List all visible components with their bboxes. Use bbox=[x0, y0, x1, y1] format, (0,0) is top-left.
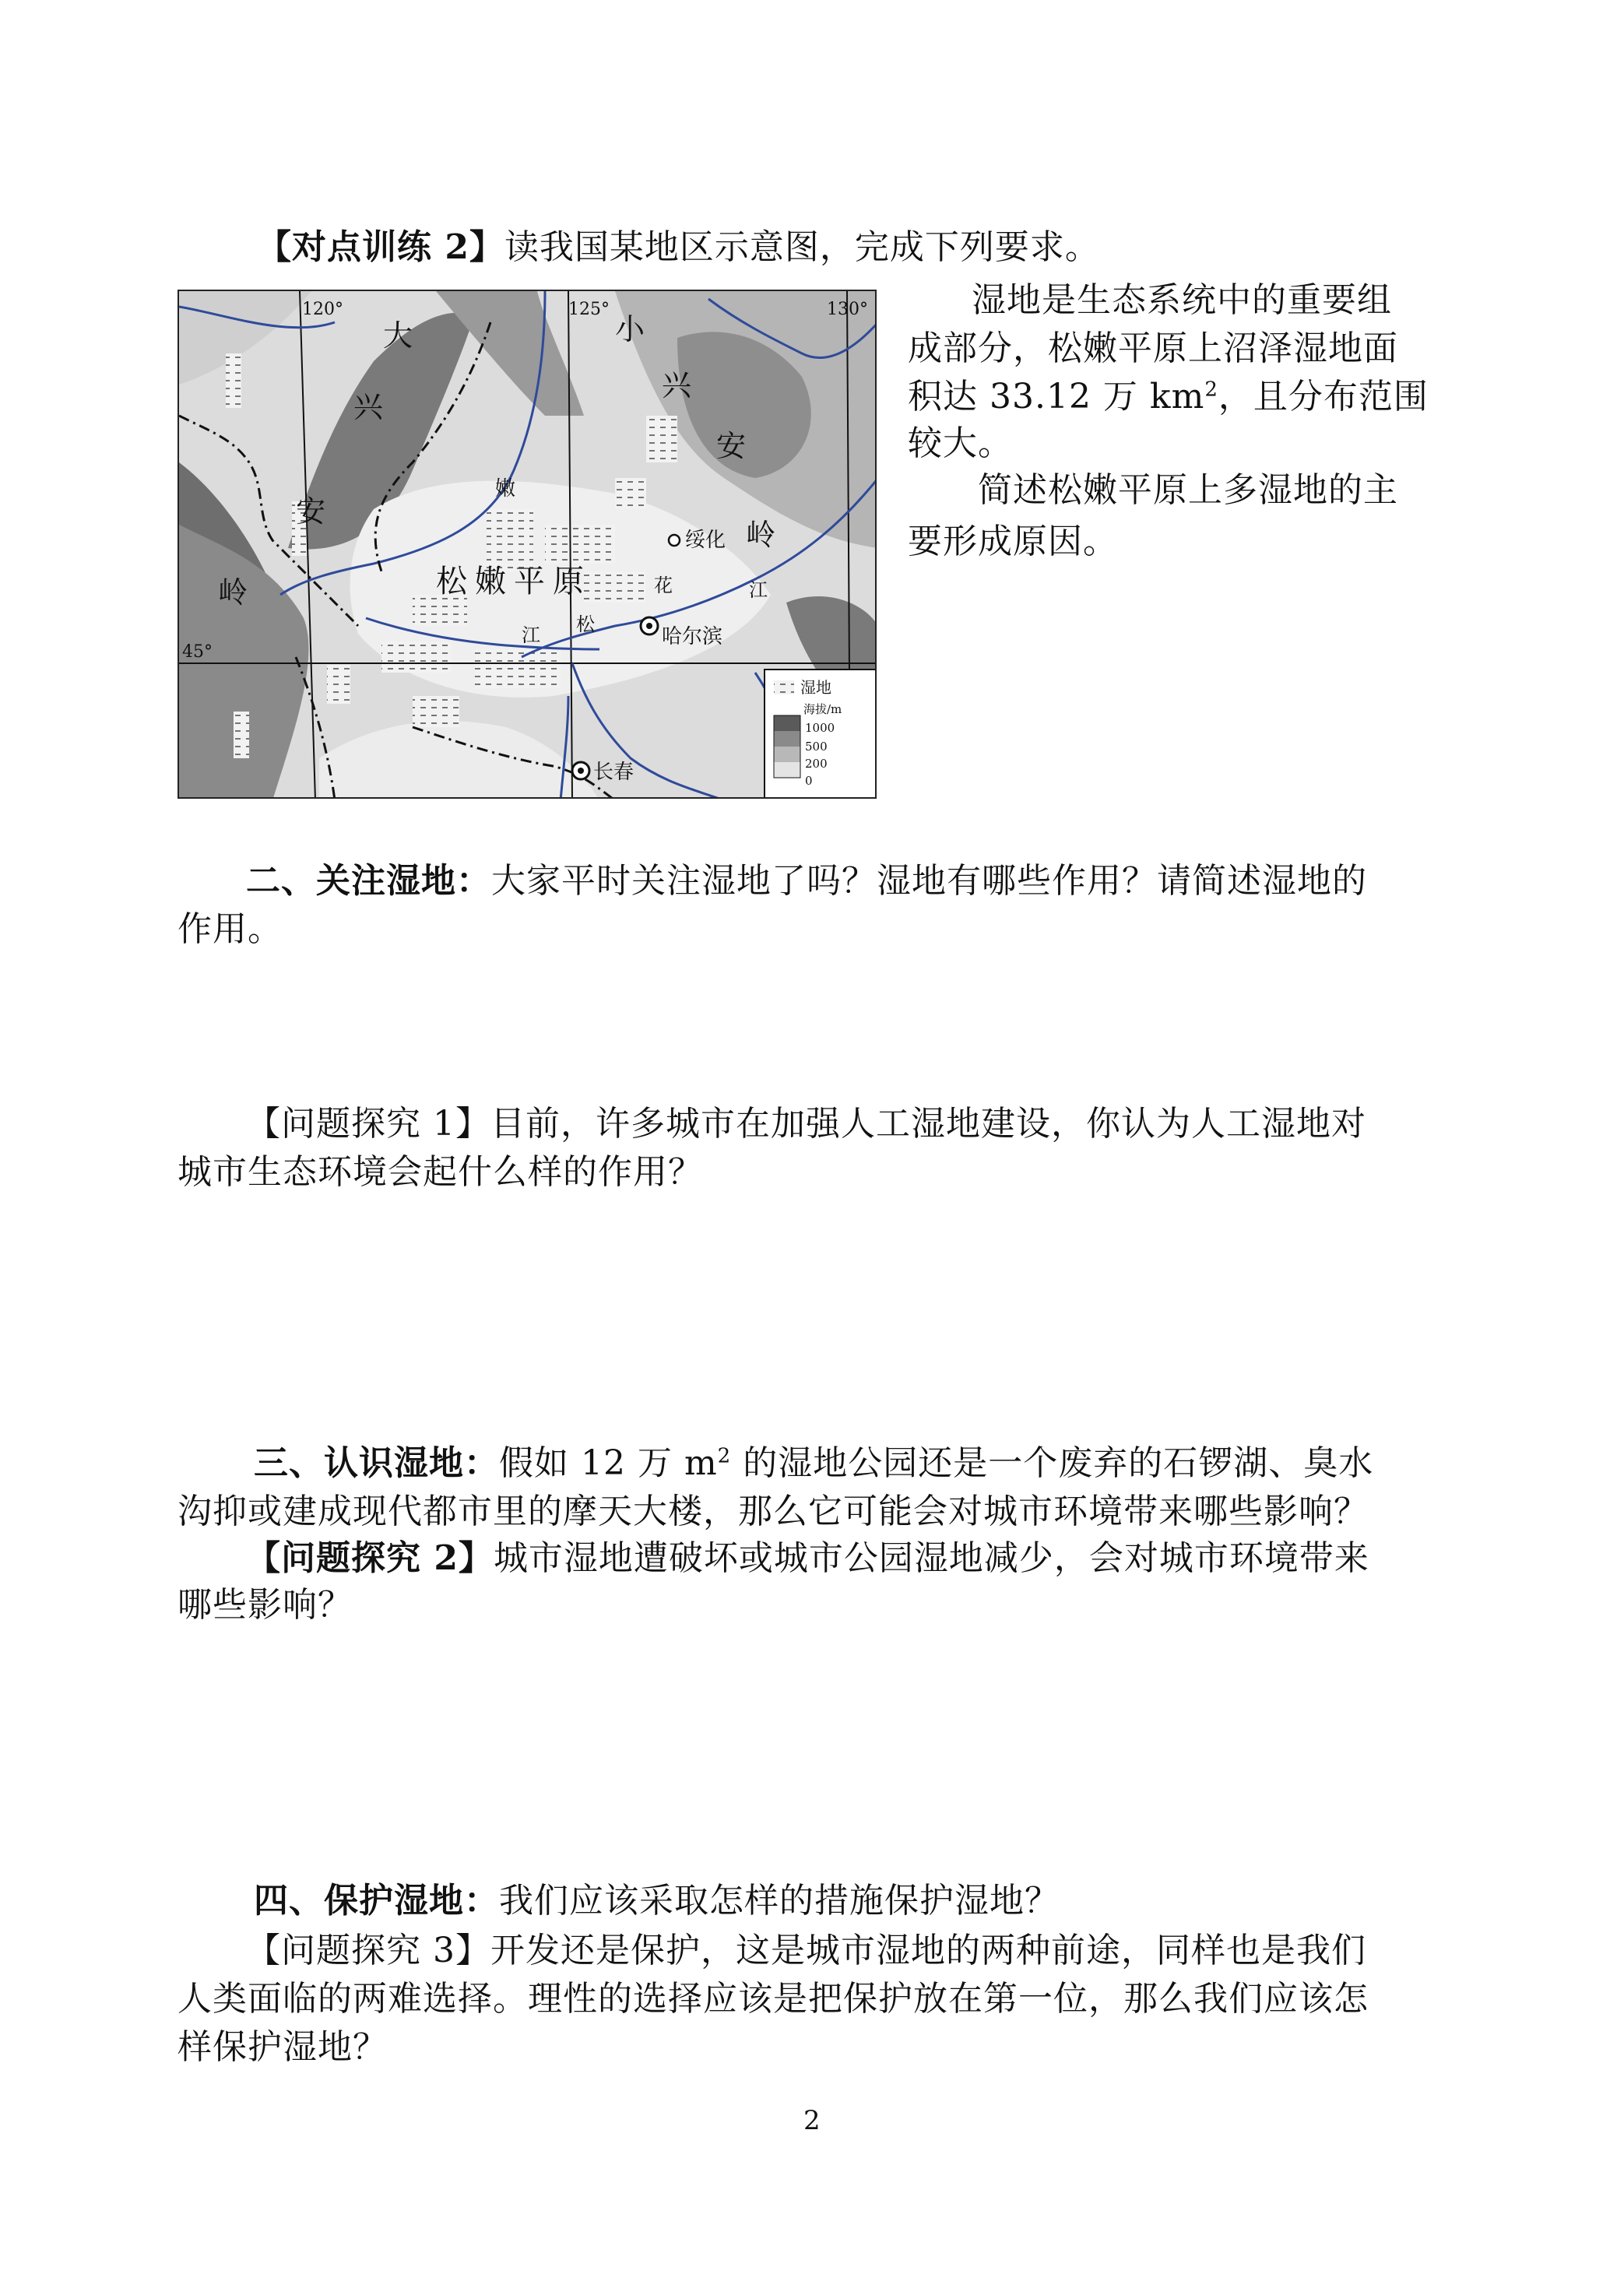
range-label-xing: 兴 bbox=[353, 390, 384, 424]
section3-text1-pre: 假如 12 万 m bbox=[499, 1443, 718, 1483]
section3-line1 bbox=[254, 1440, 1373, 1487]
section4-title: 四、保护湿地 bbox=[254, 1881, 464, 1921]
page-number: 2 bbox=[803, 2105, 821, 2136]
range-label-ling: 岭 bbox=[218, 575, 248, 610]
section4-text1: 我们应该采取怎样的措施保护湿地？ bbox=[499, 1881, 1060, 1921]
river-label-song: 松 bbox=[576, 613, 595, 635]
range-label-da: 大 bbox=[383, 318, 413, 353]
range-label-xiao: 小 bbox=[615, 312, 645, 346]
city-label-harbin: 哈尔滨 bbox=[662, 625, 723, 648]
side-text-line3-sup: 2 bbox=[1204, 378, 1218, 402]
section2-text1: 大家平时关注湿地了吗？湿地有哪些作用？请简述湿地的 bbox=[491, 861, 1367, 901]
section3-line2: 沟抑或建成现代都市里的摩天大楼，那么它可能会对城市环境带来哪些影响？ bbox=[178, 1492, 1369, 1531]
inquiry2-tag: 【问题探究 2】 bbox=[246, 1538, 494, 1578]
section4-line1 bbox=[254, 1878, 1060, 1924]
side-text-line3-post: ，且分布范围 bbox=[1218, 377, 1429, 416]
section2-line2: 作用。 bbox=[178, 909, 283, 949]
section2-line1 bbox=[246, 858, 1367, 905]
city-suihua-marker bbox=[669, 535, 680, 546]
legend-wetland-label: 湿地 bbox=[800, 678, 831, 697]
plain-label: 松嫩平原 bbox=[436, 564, 592, 599]
side-text-line3-pre: 积达 33.12 万 km bbox=[908, 377, 1205, 416]
map-figure bbox=[178, 290, 877, 799]
inquiry3-line1 bbox=[246, 1928, 1366, 1974]
range-label-an: 安 bbox=[296, 494, 326, 529]
range-label-ling2: 岭 bbox=[746, 518, 776, 552]
city-label-changchun: 长春 bbox=[593, 761, 634, 784]
side-text-line6: 要形成原因。 bbox=[908, 522, 1118, 561]
inquiry3-text1: 开发还是保护，这是城市湿地的两种前途，同样也是我们 bbox=[490, 1931, 1366, 1970]
side-text-line4: 较大。 bbox=[908, 424, 1013, 463]
river-label-nen: 嫩 bbox=[495, 477, 516, 501]
inquiry1-line2: 城市生态环境会起什么样的作用？ bbox=[178, 1152, 703, 1192]
lon-130-label: 130° bbox=[827, 300, 868, 319]
lon-120-label: 120° bbox=[302, 300, 343, 319]
exercise2-line bbox=[257, 224, 1100, 271]
legend-1000: 1000 bbox=[805, 721, 835, 735]
inquiry3-tag: 【问题探究 3】 bbox=[246, 1931, 490, 1970]
exercise2-tag: 【对点训练 2】 bbox=[257, 227, 504, 267]
range-label-an2: 安 bbox=[716, 429, 747, 463]
river-label-jiang1: 江 bbox=[749, 579, 768, 601]
legend-elev-title: 海拔/m bbox=[803, 702, 842, 716]
section3-text1-sup: 2 bbox=[717, 1444, 732, 1468]
side-text-line2: 成部分，松嫩平原上沼泽湿地面 bbox=[908, 329, 1398, 368]
river-label-jiang2: 江 bbox=[522, 624, 540, 646]
legend-0: 0 bbox=[805, 774, 813, 788]
section4-colon: ： bbox=[464, 1881, 499, 1921]
section2-title: 二、关注湿地 bbox=[246, 861, 456, 901]
side-text-line3 bbox=[908, 374, 1429, 420]
lon-125-label: 125° bbox=[568, 300, 610, 319]
river-label-hua: 花 bbox=[654, 575, 673, 596]
range-label-xing2: 兴 bbox=[662, 368, 692, 402]
inquiry2-text1: 城市湿地遭破坏或城市公园湿地减少，会对城市环境带来 bbox=[493, 1538, 1369, 1578]
city-label-suihua: 绥化 bbox=[685, 529, 726, 552]
inquiry1-text1: 目前，许多城市在加强人工湿地建设，你认为人工湿地对 bbox=[490, 1104, 1366, 1144]
legend-200: 200 bbox=[805, 757, 828, 771]
section3-text1-post: 的湿地公园还是一个废弃的石锣湖、臭水 bbox=[731, 1443, 1374, 1483]
inquiry2-line1 bbox=[246, 1535, 1369, 1582]
map-svg bbox=[179, 291, 877, 799]
inquiry2-line2: 哪些影响？ bbox=[178, 1585, 353, 1625]
inquiry3-line2: 人类面临的两难选择。理性的选择应该是把保护放在第一位，那么我们应该怎 bbox=[178, 1979, 1369, 2019]
section3-title: 三、认识湿地 bbox=[254, 1443, 464, 1483]
section2-colon: ： bbox=[456, 861, 491, 901]
inquiry3-line3: 样保护湿地？ bbox=[178, 2027, 388, 2067]
inquiry1-tag: 【问题探究 1】 bbox=[246, 1104, 490, 1144]
side-text-line5: 简述松嫩平原上多湿地的主 bbox=[978, 470, 1398, 510]
lat-45-label: 45° bbox=[182, 642, 213, 662]
exercise2-text: 读我国某地区示意图，完成下列要求。 bbox=[504, 227, 1100, 267]
side-text-line1: 湿地是生态系统中的重要组 bbox=[972, 280, 1392, 320]
inquiry1-line1 bbox=[246, 1101, 1366, 1148]
legend-500: 500 bbox=[805, 740, 828, 754]
section3-colon: ： bbox=[464, 1443, 499, 1483]
